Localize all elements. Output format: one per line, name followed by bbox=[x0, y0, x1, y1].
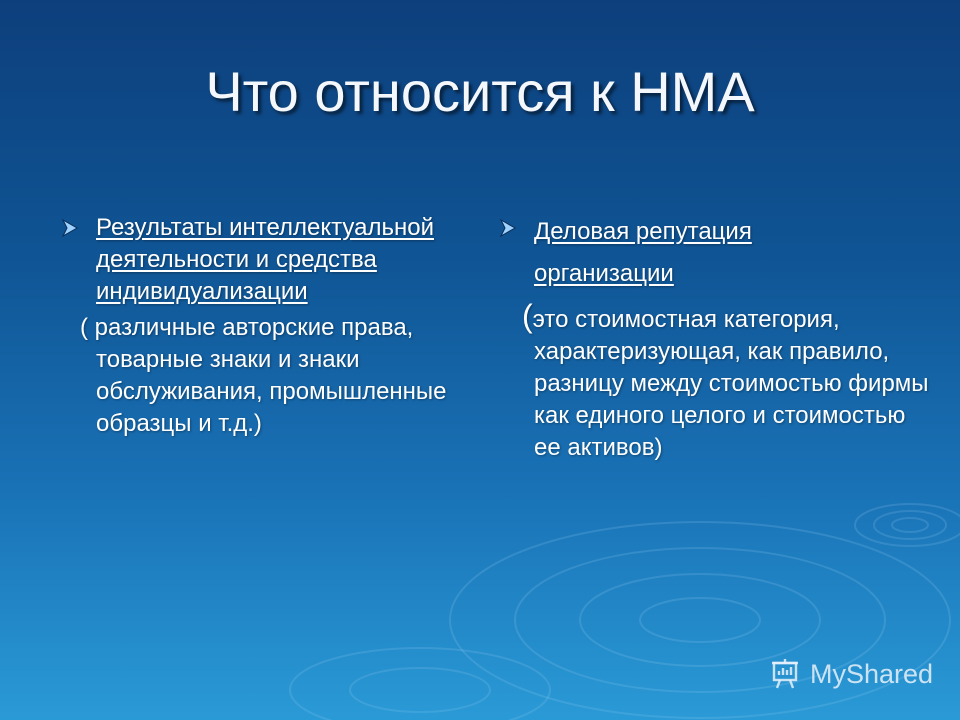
presentation-board-icon bbox=[768, 657, 802, 691]
bullet-item-results bbox=[60, 212, 470, 308]
right-description-text: это стоимостная категория, характеризующая, как правило, разницу между стоимостью фирмы как единого целого и стоимостью ее активов) bbox=[532, 306, 929, 461]
arrow-bullet-icon bbox=[60, 218, 80, 238]
myshared-watermark bbox=[768, 654, 933, 694]
right-heading-line2: организации bbox=[534, 260, 674, 287]
open-paren: ( bbox=[522, 298, 533, 334]
right-description bbox=[498, 300, 938, 464]
slide-title: Что относится к НМА bbox=[205, 60, 755, 123]
left-column bbox=[60, 212, 470, 440]
arrow-bullet-icon bbox=[498, 218, 518, 238]
watermark-text: MyShared bbox=[810, 658, 934, 689]
right-column bbox=[498, 212, 938, 464]
left-heading: Результаты интеллектуальной деятельности и средства индивидуализации bbox=[96, 214, 434, 305]
bullet-item-goodwill bbox=[498, 212, 938, 294]
right-heading-line1: Деловая репутация bbox=[534, 218, 752, 245]
left-description: ( различные авторские права, товарные знаки и знаки обслуживания, промышленные образцы и т.д.) bbox=[80, 314, 447, 437]
